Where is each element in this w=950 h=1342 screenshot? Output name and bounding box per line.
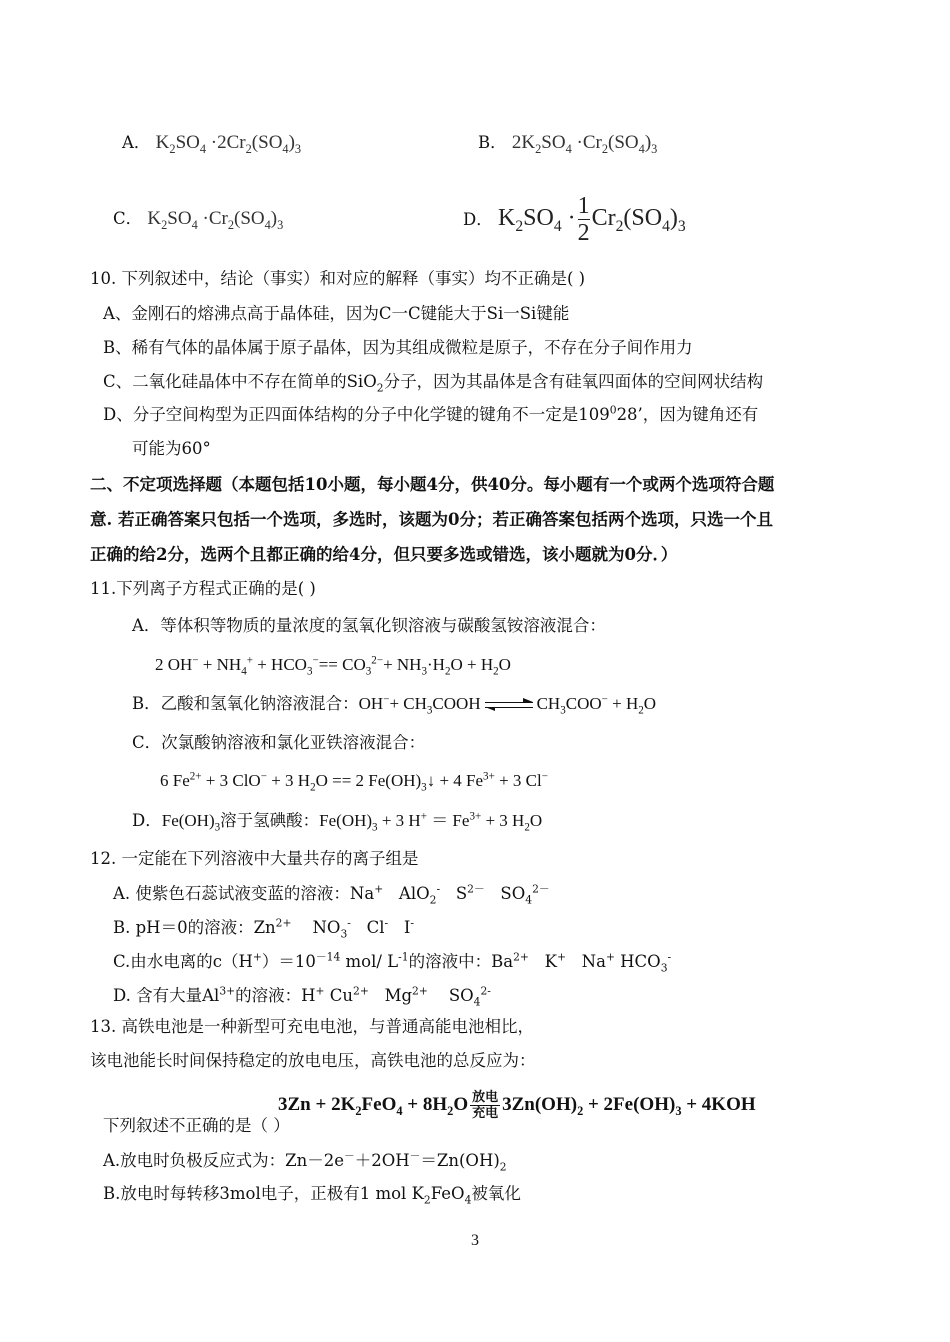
q12-option-b: B. pH＝0的溶液：$Zn^{2+}$ $NO_3^-$ Cl- I- — [113, 916, 415, 941]
q11-option-a: A．等体积等物质的量浓度的氢氧化钡溶液与碳酸氢铵溶液混合： — [132, 616, 606, 635]
q10-option-d-cont: 可能为60° — [132, 439, 211, 458]
q9-formula-d: $K_2SO_4$ · $\frac{1}{2}$ $Cr_2(SO_4)_3$ — [497, 192, 686, 246]
q11-eq-c: 6 $Fe^{2+} + 3$ ClO− + 3 $H_2O == 2$ $Fe(OH)_3↓ + 4$ $Fe^{3+} + 3$ Cl− — [160, 770, 548, 794]
reaction-conditions: 放电 充电 — [472, 1090, 499, 1122]
q9-formula-a: $K_2SO_4 \cdot 2Cr_2(SO_4)_3$ — [155, 132, 302, 156]
q13-option-a: A.放电时负极反应式为：$Zn-2e^-+2OH^-=Zn(OH)_2$ — [103, 1149, 507, 1174]
q11-stem: 11.下列离子方程式正确的是( ) — [90, 579, 316, 598]
q10-option-c: C、二氧化硅晶体中不存在简单的SiO$_2$分子，因为其晶体是含有硅氧四面体的空间网状结构 — [103, 372, 764, 395]
q12-stem: 12. 一定能在下列溶液中大量共存的离子组是 — [90, 849, 419, 868]
q9-formula-b: $2K_2SO_4 \cdot Cr_2(SO_4)_3$ — [511, 132, 658, 156]
q10-option-d: D、分子空间构型为正四面体结构的分子中化学键的键角不一定是$109^028$’，因为键角还有 — [103, 403, 759, 424]
section2-line1: 二、不定项选择题（本题包括10小题，每小题4分，供40分。每小题有一个或两个选项符合题 — [90, 475, 775, 494]
page-number: 3 — [471, 1232, 479, 1249]
q9-option-d: D． $K_2SO_4$ · $\frac{1}{2}$ $Cr_2(SO_4)_3$ — [463, 192, 686, 246]
q10-stem: 10. 下列叙述中，结论（事实）和对应的解释（事实）均不正确是( ) — [90, 269, 586, 288]
q13-ask: 下列叙述不正确的是（ ） — [103, 1116, 290, 1135]
q9-option-b: B． $2K_2SO_4 \cdot Cr_2(SO_4)_3$ — [478, 132, 658, 156]
q13-reaction: $3Zn + 2K_2FeO_4 + 8H_2O$ 放电 充电 $3Zn(OH)_2 + 2Fe(OH)_3 + 4KOH$ — [278, 1090, 756, 1122]
equilibrium-arrow-icon — [485, 697, 533, 713]
q9-option-a: A． $K_2SO_4 \cdot 2Cr_2(SO_4)_3$ — [122, 132, 302, 156]
q11-option-c: C．次氯酸钠溶液和氯化亚铁溶液混合： — [132, 733, 426, 752]
q10-option-b: B、稀有气体的晶体属于原子晶体，因为其组成微粒是原子，不存在分子间作用力 — [103, 338, 693, 357]
q10-option-a: A、金刚石的熔沸点高于晶体硅，因为C一C键能大于Si一Si键能 — [103, 304, 570, 323]
q11-option-b: B．乙酸和氢氧化钠溶液混合：$OH^-+ CH_3COOH$ $CH_3COO^- + H_2O$ — [132, 693, 657, 717]
section2-line3: 正确的给2分，选两个且都正确的给4分，但只要多选或错选，该小题就为0分．） — [90, 545, 678, 564]
q11-eq-a: 2 $OH^- + NH_4^+ + HCO_3^-== CO_3^{2-}+ NH_3\cdot H_2O + H_2O$ — [155, 654, 511, 678]
q13-stem: 13. 高铁电池是一种新型可充电电池，与普通高能电池相比， — [90, 1017, 534, 1036]
section2-line2: 意. 若正确答案只包括一个选项，多选时，该题为0分；若正确答案包括两个选项，只选一个且 — [90, 510, 773, 529]
q12-option-a: A. 使紫色石蕊试液变蓝的溶液：Na+ AlO$_2$- $S^{2-}$ $SO_4^{2-}$ — [113, 882, 550, 907]
q13-option-b: B.放电时每转移3mol电子，正极有1 mol $K_2FeO_4$被氧化 — [103, 1184, 521, 1207]
q12-option-c: C.由水电离的$c(H^+)=10^{-14}$ mol/ $L^{-1}$的溶液中：$Ba^{2+}$ K+ Na+ $HCO_3^-$ — [113, 950, 672, 975]
q12-option-d: D. 含有大量$Al^{3+}$的溶液：H+ $Cu^{2+}$ $Mg^{2+}$ $SO_4^{2-}$ — [113, 984, 491, 1009]
q11-option-d: D．$Fe(OH)_3$溶于氢碘酸：$Fe(OH)_3 + 3$ $H^+ = Fe^{3+} + 3$ $H_2O$ — [132, 810, 543, 834]
q13-line2: 该电池能长时间保持稳定的放电电压，高铁电池的总反应为： — [90, 1051, 536, 1070]
q9-option-c: C． $K_2SO_4 \cdot Cr_2(SO_4)_3$ — [113, 208, 284, 232]
q9-formula-c: $K_2SO_4 \cdot Cr_2(SO_4)_3$ — [147, 208, 284, 232]
